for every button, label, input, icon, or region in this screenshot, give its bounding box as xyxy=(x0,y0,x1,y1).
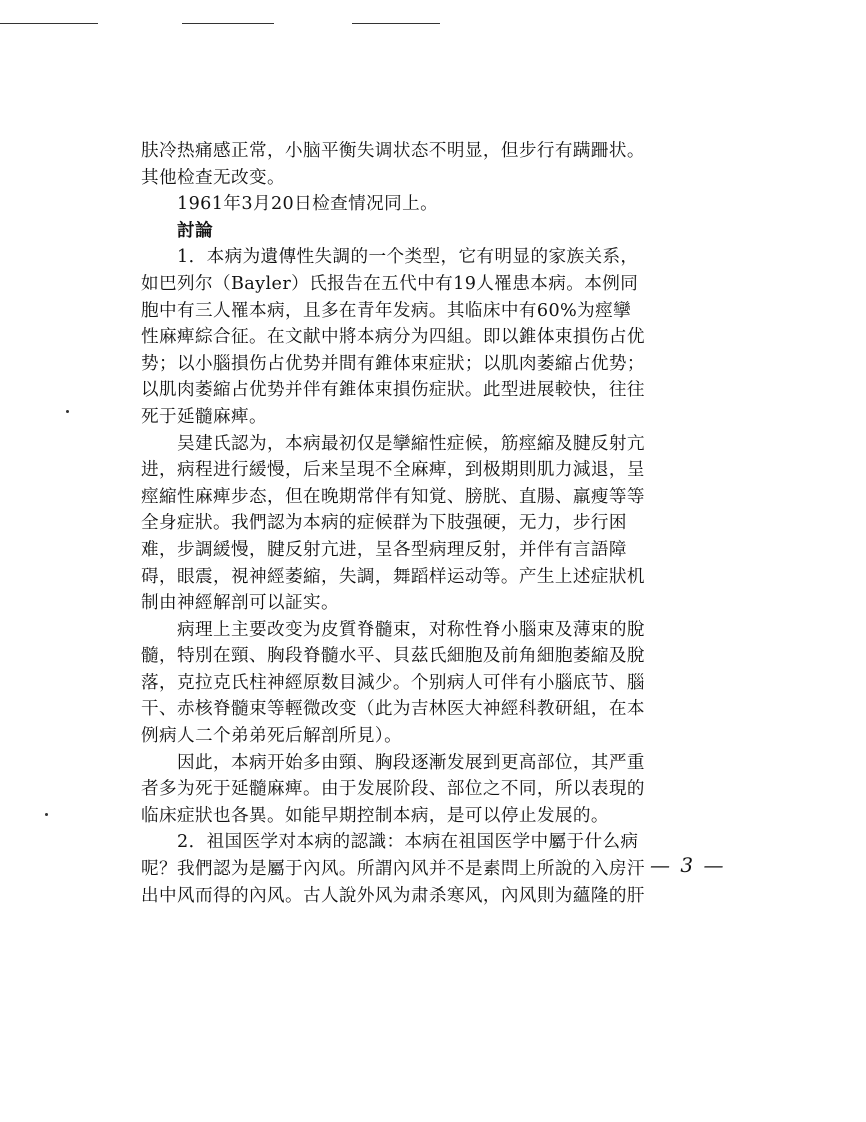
text-line: 病理上主要改变为皮質脊髓束，对称性脊小腦束及薄束的脫 xyxy=(141,619,645,640)
scan-speck xyxy=(45,813,48,816)
text-line: 例病人二个弟弟死后解剖所見）。 xyxy=(141,726,403,747)
header-rule-left xyxy=(0,23,98,24)
page-number: — 3 — xyxy=(650,853,726,877)
scan-speck xyxy=(66,410,69,413)
text-line: 呢？我們認为是屬于內风。所謂內风并不是素問上所說的入房汗 xyxy=(141,859,645,880)
text-line: 者多为死于延髓麻痺。由于发展阶段、部位之不同，所以表現的 xyxy=(141,779,645,800)
text-line: 干、赤核脊髓束等輕微改变（此为吉林医大神經科教研組，在本 xyxy=(141,699,645,720)
text-line: 2．祖国医学对本病的認識：本病在祖国医学中屬于什么病 xyxy=(141,832,639,853)
header-rule-right xyxy=(352,23,440,24)
text-line: 痙縮性麻痺步态，但在晚期常伴有知覚、膀胱、直腸、羸瘦等等 xyxy=(141,486,645,507)
body-text xyxy=(141,138,763,909)
text-line: 吴建氏認为，本病最初仅是攣縮性症候，筋痙縮及腱反射亢 xyxy=(141,433,645,454)
text-line: 髓，特別在頸、胸段脊髓水平、貝茲氏細胞及前角細胞萎縮及脫 xyxy=(141,646,645,667)
text-line: 1961年3月20日检查情况同上。 xyxy=(141,194,439,215)
text-line: 肤冷热痛感正常，小脑平衡失调状态不明显，但步行有蹒跚状。 xyxy=(141,141,645,161)
text-line: 其他检查无改变。 xyxy=(141,167,285,188)
text-line: 落，克拉克氏柱神經原数目減少。个别病人可伴有小腦底节、腦 xyxy=(141,672,645,693)
header-rule-middle xyxy=(182,23,274,24)
text-line: 临床症狀也各異。如能早期控制本病，是可以停止发展的。 xyxy=(141,805,609,826)
text-line: 全身症狀。我們認为本病的症候群为下肢强硬，无力，步行困 xyxy=(141,513,627,534)
text-line: 1．本病为遺傳性失調的一个类型，它有明显的家族关系， xyxy=(141,247,639,268)
text-line: 难，步調緩慢，腱反射亢进，呈各型病理反射，并伴有言語障 xyxy=(141,539,627,560)
text-line: 制由神經解剖可以証实。 xyxy=(141,593,339,614)
text-line: 碍，眼震，視神經萎縮，失調，舞蹈样运动等。产生上述症狀机 xyxy=(141,566,645,587)
text-line: 性麻痺綜合征。在文献中將本病分为四組。即以錐体束損伤占优 xyxy=(141,327,645,348)
text-line: 进，病程进行緩慢，后来呈現不全麻痺，到极期則肌力減退，呈 xyxy=(141,460,645,481)
text-line: 出中风而得的內风。古人說外风为肃杀寒风，內风則为蘊隆的肝 xyxy=(141,885,645,906)
text-line: 如巴列尔（Bayler）氏报告在五代中有19人罹患本病。本例同 xyxy=(141,273,639,294)
text-line: 以肌肉萎縮占优势并伴有錐体束損伤症狀。此型进展較快，往往 xyxy=(141,380,645,401)
text-line: 死于延髓麻痺。 xyxy=(141,406,267,427)
section-heading: 討論 xyxy=(141,219,213,241)
text-line: 胞中有三人罹本病，且多在青年发病。其临床中有60%为痙攣 xyxy=(141,300,632,321)
text-line: 因此，本病开始多由頸、胸段逐漸发展到更高部位，其严重 xyxy=(141,752,645,773)
text-line: 势；以小腦損伤占优势并間有錐体束症狀；以肌肉萎縮占优势； xyxy=(141,353,645,374)
